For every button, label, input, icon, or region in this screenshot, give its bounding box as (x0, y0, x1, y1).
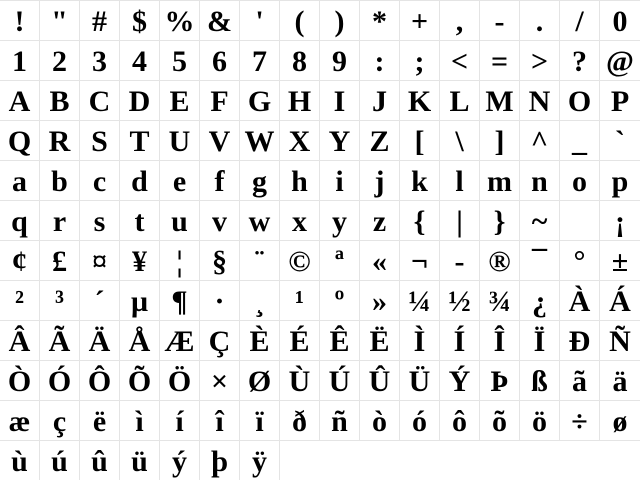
glyph-cell[interactable]: ô (440, 401, 480, 440)
glyph-cell[interactable]: l (440, 161, 480, 200)
glyph-cell[interactable]: h (280, 161, 320, 200)
glyph-cell[interactable]: _ (560, 121, 600, 160)
glyph-cell[interactable]: T (120, 121, 160, 160)
glyph-cell[interactable]: û (80, 441, 120, 480)
glyph-cell[interactable]: ® (480, 241, 520, 280)
glyph-cell[interactable]: ¨ (240, 241, 280, 280)
glyph-cell[interactable]: ¿ (520, 281, 560, 320)
glyph-cell[interactable]: o (560, 161, 600, 200)
glyph-cell[interactable]: ¶ (160, 281, 200, 320)
glyph-cell[interactable]: ¯ (520, 241, 560, 280)
glyph-cell[interactable]: ² (0, 281, 40, 320)
glyph-cell[interactable]: ª (320, 241, 360, 280)
glyph-cell[interactable]: ë (80, 401, 120, 440)
glyph-cell[interactable]: X (280, 121, 320, 160)
glyph-cell[interactable]: õ (480, 401, 520, 440)
glyph-cell[interactable]: £ (40, 241, 80, 280)
glyph-cell[interactable]: @ (606, 45, 634, 78)
glyph-row (0, 240, 640, 280)
glyph-cell[interactable]: ú (40, 441, 80, 480)
glyph-cell[interactable]: Ñ (609, 325, 631, 358)
glyph-cell[interactable]: t (120, 201, 160, 240)
glyph-cell[interactable]: ¹ (280, 281, 320, 320)
glyph-cell[interactable]: x (280, 201, 320, 240)
glyph-cell[interactable]: # (80, 1, 120, 40)
glyph-cell[interactable]: þ (200, 441, 240, 480)
glyph-cell[interactable]: q (0, 201, 40, 240)
glyph-cell[interactable]: ` (615, 125, 625, 158)
glyph-cell[interactable]: 1 (0, 41, 40, 80)
glyph-cell[interactable]: | (440, 201, 480, 240)
glyph-cell[interactable]: Ê (320, 321, 360, 360)
glyph-row (0, 320, 640, 360)
glyph-cell[interactable]: - (440, 241, 480, 280)
glyph-cell[interactable]: . (520, 1, 560, 40)
glyph-cell[interactable]: È (240, 321, 280, 360)
glyph-cell[interactable]: Á (609, 285, 631, 318)
glyph-cell[interactable]: " (40, 1, 80, 40)
glyph-cell[interactable]: [ (400, 121, 440, 160)
glyph-cell[interactable]: ÷ (560, 401, 600, 440)
glyph-cell[interactable]: ù (0, 441, 40, 480)
glyph-cell[interactable]: Ü (400, 361, 440, 400)
glyph-cell[interactable]: $ (120, 1, 160, 40)
glyph-cell[interactable]: ´ (80, 281, 120, 320)
glyph-row (0, 40, 640, 80)
glyph-cell[interactable]: ï (240, 401, 280, 440)
glyph-cell[interactable]: Ó (40, 361, 80, 400)
glyph-cell[interactable]: « (360, 241, 400, 280)
glyph-cell[interactable]: Ã (40, 321, 80, 360)
glyph-cell[interactable]: ý (160, 441, 200, 480)
glyph-cell[interactable]: ° (560, 241, 600, 280)
glyph-cell[interactable]: g (240, 161, 280, 200)
glyph-cell[interactable]: v (200, 201, 240, 240)
glyph-cell[interactable]: m (480, 161, 520, 200)
glyph-cell[interactable]: Å (120, 321, 160, 360)
glyph-cell[interactable]: S (80, 121, 120, 160)
glyph-cell[interactable]: - (480, 1, 520, 40)
glyph-cell[interactable]: ^ (520, 121, 560, 160)
glyph-cell[interactable]: Ý (440, 361, 480, 400)
glyph-cell[interactable]: ü (120, 441, 160, 480)
glyph-cell[interactable]: C (80, 81, 120, 120)
glyph-cell[interactable]: ! (0, 1, 40, 40)
glyph-cell[interactable]: J (360, 81, 400, 120)
glyph-cell[interactable]: k (400, 161, 440, 200)
glyph-cell[interactable]: ì (120, 401, 160, 440)
glyph-row (0, 200, 640, 240)
glyph-cell[interactable]: O (560, 81, 600, 120)
glyph-cell[interactable]: Ä (80, 321, 120, 360)
glyph-cell[interactable]: ¥ (120, 241, 160, 280)
glyph-cell[interactable]: 3 (80, 41, 120, 80)
glyph-cell[interactable]: p (611, 165, 629, 198)
glyph-cell[interactable]: × (200, 361, 240, 400)
glyph-cell[interactable]: í (160, 401, 200, 440)
glyph-cell[interactable]: ä (612, 365, 628, 398)
glyph-cell[interactable]: © (280, 241, 320, 280)
glyph-cell[interactable]: a (0, 161, 40, 200)
glyph-cell[interactable]: ¢ (0, 241, 40, 280)
glyph-cell[interactable]: Æ (160, 321, 200, 360)
glyph-cell[interactable]: Ù (280, 361, 320, 400)
glyph-cell[interactable]: 2 (40, 41, 80, 80)
glyph-cell[interactable]: 8 (280, 41, 320, 80)
glyph-cell[interactable]: Z (360, 121, 400, 160)
glyph-cell[interactable]: < (440, 41, 480, 80)
glyph-cell[interactable]: ~ (520, 201, 560, 240)
glyph-cell[interactable]: » (360, 281, 400, 320)
glyph-cell[interactable]: ß (520, 361, 560, 400)
glyph-cell[interactable]: Ì (400, 321, 440, 360)
glyph-cell[interactable]: H (280, 81, 320, 120)
glyph-cell[interactable]: y (320, 201, 360, 240)
glyph-cell[interactable]: ø (612, 405, 628, 438)
glyph-cell[interactable]: Ö (160, 361, 200, 400)
glyph-cell[interactable]: , (440, 1, 480, 40)
glyph-cell[interactable]: V (200, 121, 240, 160)
glyph-cell[interactable]: E (160, 81, 200, 120)
glyph-cell[interactable]: ) (320, 1, 360, 40)
glyph-cell[interactable]: ¬ (400, 241, 440, 280)
glyph-cell[interactable]: ñ (320, 401, 360, 440)
glyph-cell[interactable]: ; (400, 41, 440, 80)
glyph-cell[interactable]: ¤ (80, 241, 120, 280)
glyph-cell[interactable]: u (160, 201, 200, 240)
glyph-cell[interactable]: c (80, 161, 120, 200)
glyph-cell[interactable]: Î (480, 321, 520, 360)
glyph-cell[interactable]: § (200, 241, 240, 280)
glyph-cell[interactable]: > (520, 41, 560, 80)
glyph-cell[interactable]: ó (400, 401, 440, 440)
glyph-cell[interactable]: ð (280, 401, 320, 440)
glyph-cell[interactable]: L (440, 81, 480, 120)
glyph-cell[interactable]: Ë (360, 321, 400, 360)
glyph-cell[interactable]: ÿ (240, 441, 280, 480)
glyph-cell[interactable]: æ (0, 401, 40, 440)
glyph-cell-empty[interactable] (560, 201, 600, 240)
glyph-cell[interactable]: ( (280, 1, 320, 40)
glyph-cell[interactable]: \ (440, 121, 480, 160)
glyph-cell[interactable]: b (40, 161, 80, 200)
glyph-cell[interactable]: ã (560, 361, 600, 400)
glyph-cell[interactable]: Ï (520, 321, 560, 360)
glyph-row (0, 160, 640, 200)
glyph-cell[interactable]: A (0, 81, 40, 120)
glyph-cell[interactable]: ¡ (615, 205, 625, 238)
glyph-cell[interactable]: î (200, 401, 240, 440)
glyph-cell[interactable]: Þ (480, 361, 520, 400)
glyph-cell[interactable]: ¾ (480, 281, 520, 320)
glyph-row (0, 440, 640, 480)
glyph-cell[interactable]: e (160, 161, 200, 200)
glyph-cell[interactable]: ¼ (400, 281, 440, 320)
glyph-row (0, 120, 640, 160)
glyph-cell[interactable]: · (200, 281, 240, 320)
glyph-cell[interactable]: 9 (320, 41, 360, 80)
glyph-cell[interactable]: D (120, 81, 160, 120)
glyph-cell[interactable]: 5 (160, 41, 200, 80)
glyph-cell[interactable]: ç (40, 401, 80, 440)
glyph-cell[interactable]: ' (240, 1, 280, 40)
glyph-cell[interactable]: w (240, 201, 280, 240)
glyph-cell[interactable]: j (360, 161, 400, 200)
glyph-cell[interactable]: ] (480, 121, 520, 160)
glyph-cell[interactable]: ½ (440, 281, 480, 320)
glyph-cell[interactable]: Ò (0, 361, 40, 400)
glyph-cell[interactable]: Y (320, 121, 360, 160)
glyph-cell[interactable]: Í (440, 321, 480, 360)
glyph-cell[interactable]: Ç (200, 321, 240, 360)
glyph-cell[interactable]: µ (120, 281, 160, 320)
glyph-cell[interactable]: ö (520, 401, 560, 440)
glyph-cell[interactable]: % (160, 1, 200, 40)
glyph-cell[interactable]: Ú (320, 361, 360, 400)
glyph-cell[interactable]: ? (560, 41, 600, 80)
glyph-cell[interactable]: 0 (612, 5, 628, 38)
glyph-cell[interactable]: À (560, 281, 600, 320)
glyph-cell[interactable]: Q (0, 121, 40, 160)
glyph-cell[interactable]: G (240, 81, 280, 120)
glyph-cell[interactable]: U (160, 121, 200, 160)
glyph-cell[interactable]: { (400, 201, 440, 240)
glyph-row (0, 360, 640, 400)
glyph-row (0, 80, 640, 120)
glyph-cell[interactable]: Õ (120, 361, 160, 400)
glyph-cell[interactable]: P (610, 85, 630, 118)
glyph-cell[interactable]: R (40, 121, 80, 160)
glyph-cell[interactable]: Ô (80, 361, 120, 400)
glyph-cell[interactable]: n (520, 161, 560, 200)
glyph-cell[interactable]: Ð (560, 321, 600, 360)
glyph-cell[interactable]: B (40, 81, 80, 120)
glyph-cell[interactable]: Â (0, 321, 40, 360)
glyph-cell[interactable]: Û (360, 361, 400, 400)
glyph-row (0, 280, 640, 320)
glyph-cell[interactable]: 6 (200, 41, 240, 80)
glyph-row (0, 0, 640, 40)
glyph-cell[interactable]: M (480, 81, 520, 120)
glyph-cell[interactable]: = (480, 41, 520, 80)
glyph-cell[interactable]: 7 (240, 41, 280, 80)
glyph-cell[interactable]: } (480, 201, 520, 240)
glyph-cell[interactable]: Ø (240, 361, 280, 400)
glyph-cell[interactable]: ³ (40, 281, 80, 320)
glyph-cell[interactable]: É (280, 321, 320, 360)
glyph-cell[interactable]: K (400, 81, 440, 120)
glyph-cell[interactable]: W (240, 121, 280, 160)
glyph-cell[interactable]: ± (611, 245, 629, 278)
glyph-cell[interactable]: * (360, 1, 400, 40)
glyph-cell[interactable]: ò (360, 401, 400, 440)
glyph-cell[interactable]: + (400, 1, 440, 40)
glyph-cell[interactable]: ¸ (240, 281, 280, 320)
glyph-cell[interactable]: r (40, 201, 80, 240)
glyph-cell[interactable]: & (200, 1, 240, 40)
glyph-cell[interactable]: N (520, 81, 560, 120)
glyph-cell[interactable]: i (320, 161, 360, 200)
glyph-cell[interactable]: s (80, 201, 120, 240)
glyph-cell[interactable]: F (200, 81, 240, 120)
glyph-cell[interactable]: d (120, 161, 160, 200)
glyph-cell[interactable]: I (320, 81, 360, 120)
glyph-cell[interactable]: / (560, 1, 600, 40)
glyph-cell[interactable]: f (200, 161, 240, 200)
glyph-cell[interactable]: : (360, 41, 400, 80)
glyph-row (0, 400, 640, 440)
glyph-cell[interactable]: z (360, 201, 400, 240)
glyph-cell[interactable]: ¦ (160, 241, 200, 280)
glyph-cell[interactable]: 4 (120, 41, 160, 80)
glyph-cell[interactable]: º (320, 281, 360, 320)
